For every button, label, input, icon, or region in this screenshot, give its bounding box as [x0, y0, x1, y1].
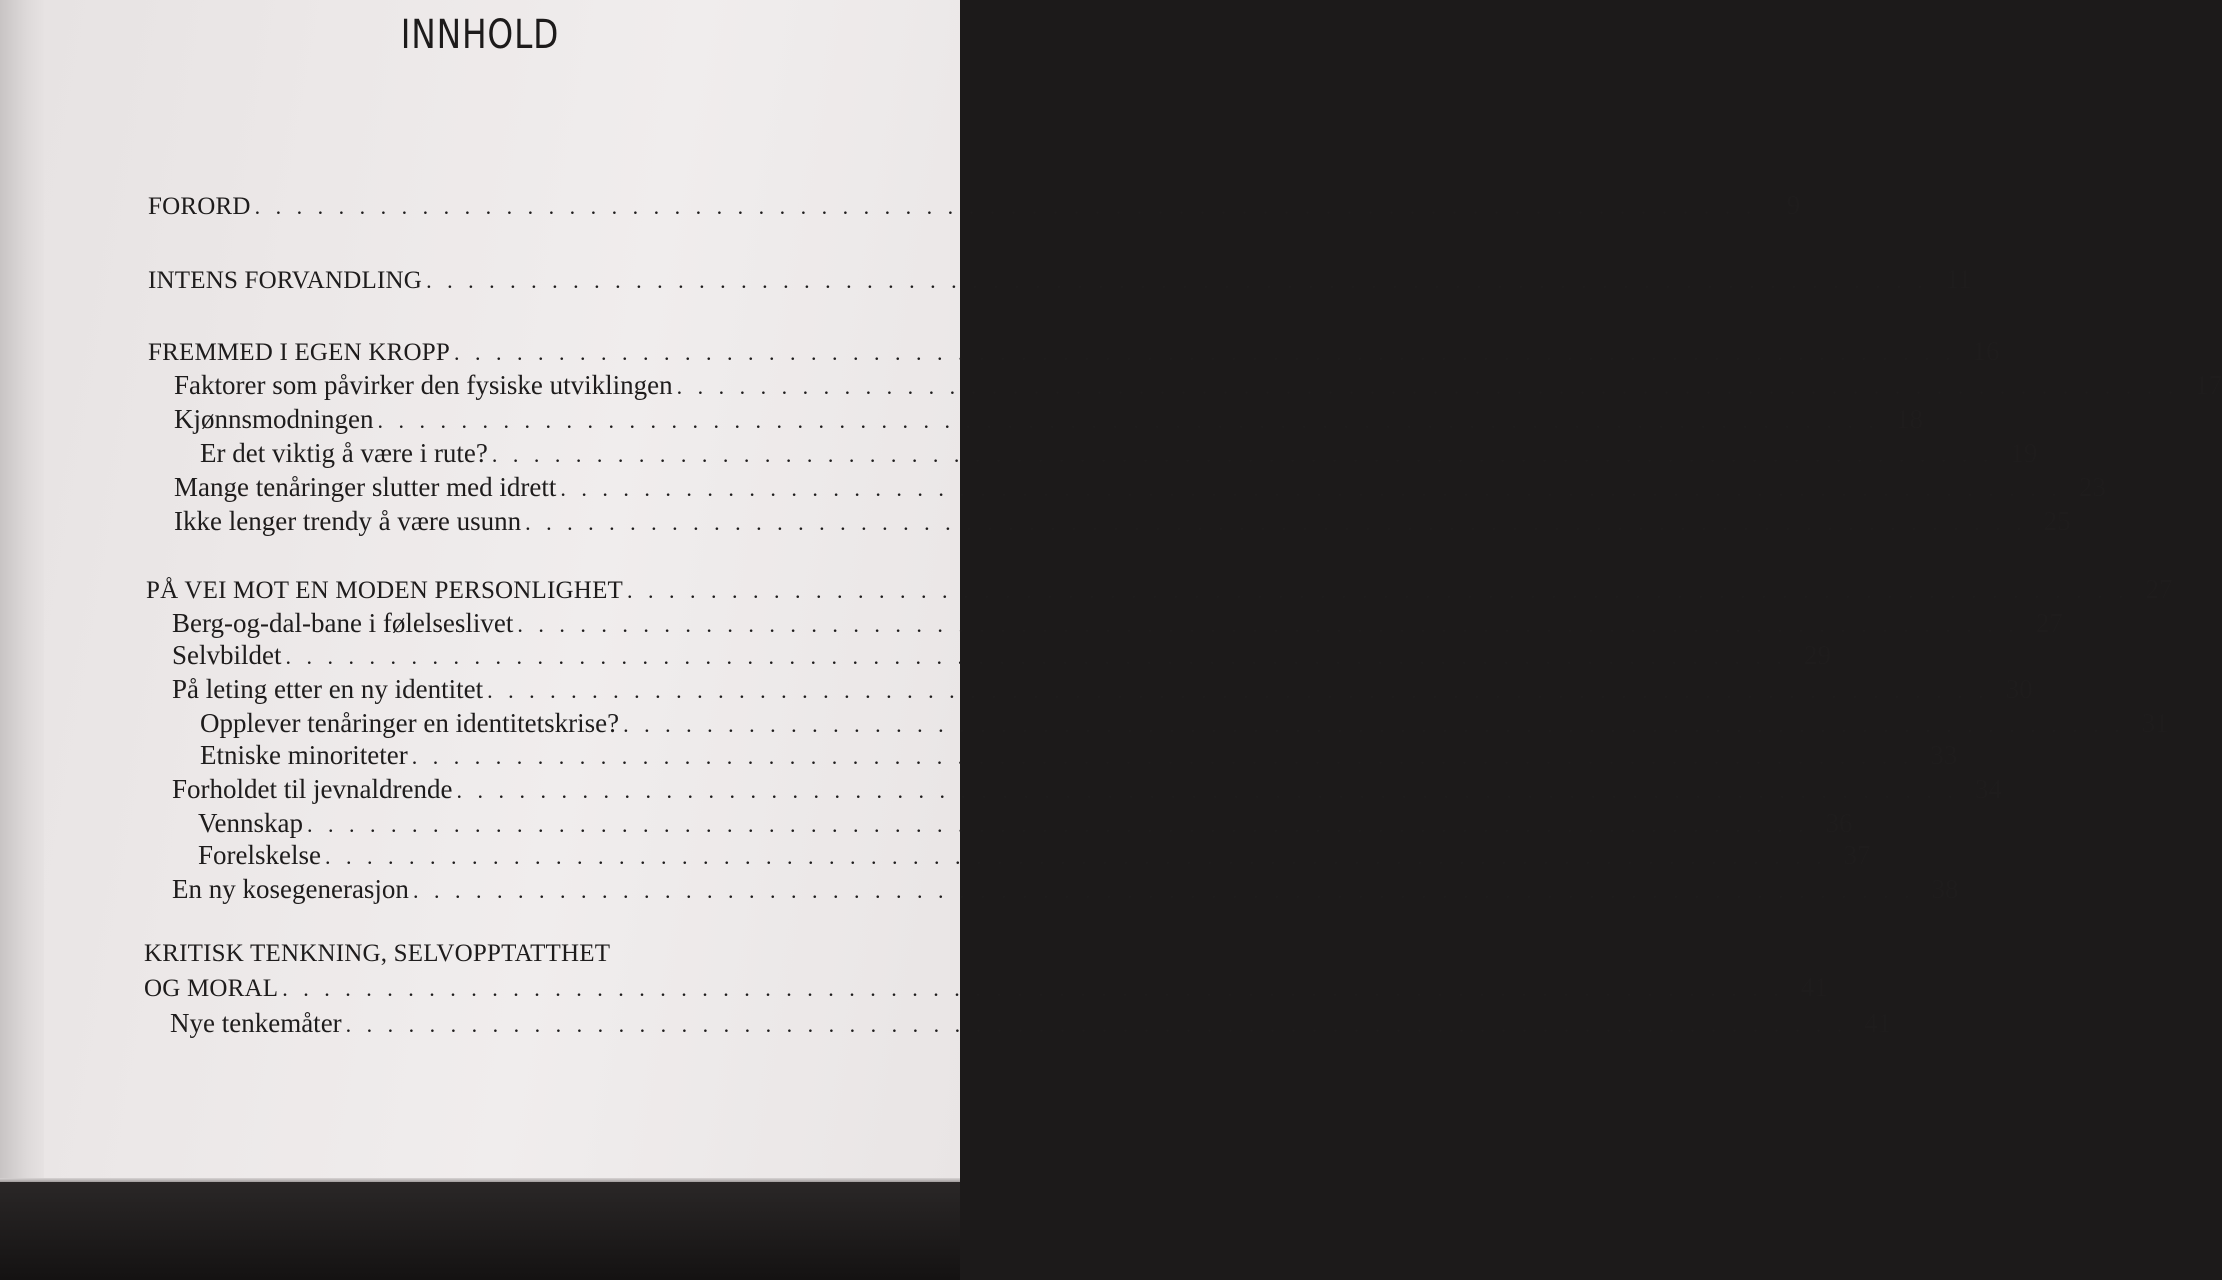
toc-entry — [174, 506, 2071, 537]
toc-leader: . . . . . . . . . . . . . . . . . . . . . . . . . . . . . . . . . . . . . . . . . . . . . . . . . . . . . . . . . . . . . . . . . . . . . . . . — [411, 744, 1914, 769]
toc-entry — [148, 264, 1972, 295]
toc-page-number: 41 — [1800, 972, 1828, 1002]
toc-entry-label: Forholdet til jevnaldrende — [172, 774, 453, 804]
toc-entry — [148, 190, 1801, 221]
toc-leader: . . . . . . . . . . . . . . . . . . . . . . . . . . . . . . . . . . . . . . . . . . . . . . . . . . . . . . . . . . . . . . . . . . . . . . . . — [623, 712, 2125, 737]
toc-entry — [174, 370, 2222, 401]
toc-entry — [174, 404, 1923, 435]
toc-page-number: 29 — [1804, 640, 1831, 670]
toc-leader: . . . . . . . . . . . . . . . . . . . . . . . . . . . . . . . . . . . . . . . . . . . . . . . . . . . . . . . . . . . . . . . . . . . . . . . . — [377, 408, 1879, 433]
toc-entry-label: PÅ VEI MOT EN MODEN PERSONLIGHET — [146, 577, 624, 604]
toc-leader: . . . . . . . . . . . . . . . . . . . . . . . . . . . . . . . . . . . . . . . . . . . . . . . . . . . . . . . . . . . . . . . . . . . . . . . . — [487, 678, 1989, 703]
toc-entry-label: Selvbildet — [172, 640, 282, 670]
toc-entry — [172, 674, 2033, 705]
toc-page-number: 17 — [2195, 370, 2222, 400]
toc-page-number: 37 — [1843, 840, 1871, 870]
toc-entry-label: Faktorer som påvirker den fysiske utviklingen — [174, 370, 673, 400]
toc-page-number: 31 — [2141, 708, 2169, 738]
toc-entry — [144, 972, 1828, 1003]
toc-leader: . . . . . . . . . . . . . . . . . . . . . . . . . . . . . . . . . . . . . . . . . . . . . . . . . . . . . . . . . . . . . . . . . . . . . . . . — [254, 194, 1757, 219]
toc-entry-label: Nye tenkemåter — [170, 1008, 342, 1038]
toc-entry-label: Ikke lenger trendy å være usunn — [174, 506, 522, 536]
toc-entry-label: FREMMED I EGEN KROPP — [148, 339, 450, 366]
toc-entry-label: En ny kosegenerasjon — [172, 874, 409, 904]
toc-leader: . . . . . . . . . . . . . . . . . . . . . . . . . . . . . . . . . . . . . . . . . . . . . . . . . . . . . . . . . . . . . . . . . . . . . . . . — [306, 812, 1809, 837]
toc-page-number: 25 — [2043, 506, 2071, 536]
toc-entry — [146, 574, 2173, 605]
toc-page-number: 19 — [2010, 438, 2038, 468]
toc-leader: . . . . . . . . . . . . . . . . . . . . . . . . . . . . . . . . . . . . . . . . . . . . . . . . . . . . . . . . . . . . . . . . . . . . . . . . — [324, 844, 1827, 869]
toc-leader: . . . . . . . . . . . . . . . . . . . . . . . . . . . . . . . . . . . . . . . . . . . . . . . . . . . . . . . . . . . . . . . . . . . . . . . . — [627, 578, 2129, 603]
toc-entry-label: Opplever tenåringer en identitetskrise? — [200, 708, 620, 738]
toc-entry — [174, 472, 2106, 503]
toc-entry-label: På leting etter en ny identitet — [172, 674, 484, 704]
toc-heading-line: KRITISK TENKNING, SELVOPPTATTHET — [144, 940, 611, 967]
toc-page-number: 23 — [2078, 472, 2106, 502]
toc-entry-label: Forelskelse — [198, 840, 321, 870]
toc-leader: . . . . . . . . . . . . . . . . . . . . . . . . . . . . . . . . . . . . . . . . . . . . . . . . . . . . . . . . . . . . . . . . . . . . . . . . — [426, 268, 1928, 293]
toc-entry-label: Mange tenåringer slutter med idrett — [174, 472, 557, 502]
toc-leader: . . . . . . . . . . . . . . . . . . . . . . . . . . . . . . . . . . . . . . . . . . . . . . . . . . . . . . . . . . . . . . . . . . . . . . . . — [676, 374, 2179, 399]
toc-leader: . . . . . . . . . . . . . . . . . . . . . . . . . . . . . . . . . . . . . . . . . . . . . . . . . . . . . . . . . . . . . . . . . . . . . . . . — [456, 778, 1958, 803]
toc-entry-label: FORORD — [148, 193, 251, 220]
toc-entry-label: Kjønnsmodningen — [174, 404, 374, 434]
toc-page-number: 16 — [1972, 336, 2000, 366]
table-surface — [0, 1182, 960, 1280]
toc-entry-label: Etniske minoriteter — [200, 740, 408, 770]
toc-entry — [148, 336, 2000, 367]
toc-entry-label: Vennskap — [198, 808, 303, 838]
toc-entry — [200, 438, 2038, 469]
toc-entry-label: OG MORAL — [144, 975, 279, 1002]
toc-entry — [200, 708, 2169, 739]
toc-page-number: 11 — [1945, 264, 1972, 294]
toc-page-number: 9 — [1786, 190, 1801, 220]
toc-page-number: 36 — [1825, 808, 1853, 838]
toc-leader: . . . . . . . . . . . . . . . . . . . . . . . . . . . . . . . . . . . . . . . . . . . . . . . . . . . . . . . . . . . . . . . . . . . . . . . . — [412, 878, 1915, 903]
toc-leader: . . . . . . . . . . . . . . . . . . . . . . . . . . . . . . . . . . . . . . . . . . . . . . . . . . . . . . . . . . . . . . . . . . . . . . . . — [453, 340, 1956, 365]
toc-leader: . . . . . . . . . . . . . . . . . . . . . . . . . . . . . . . . . . . . . . . . . . . . . . . . . . . . . . . . . . . . . . . . . . . . . . . . — [560, 476, 2062, 501]
toc-page-number: 18 — [1896, 404, 1923, 434]
toc-entry-label: Er det viktig å være i rute? — [200, 438, 488, 468]
toc-page-number: 33 — [1930, 740, 1958, 770]
toc-entry — [200, 740, 1958, 771]
toc-entry — [172, 774, 2002, 805]
toc-entry-label: INTENS FORVANDLING — [148, 267, 423, 294]
toc-leader: . . . . . . . . . . . . . . . . . . . . . . . . . . . . . . . . . . . . . . . . . . . . . . . . . . . . . . . . . . . . . . . . . . . . . . . . — [525, 510, 2027, 535]
toc-page-number: 27 — [2035, 608, 2063, 638]
toc-entry — [172, 640, 1831, 671]
toc-page-number: 41 — [1864, 1008, 1892, 1038]
toc-entry-label: Berg-og-dal-bane i følelseslivet — [172, 608, 514, 638]
toc-entry — [198, 840, 1871, 871]
toc-page-number: 34 — [1974, 774, 2002, 804]
toc-entry — [198, 808, 1853, 839]
toc-entry — [170, 1008, 1892, 1039]
toc-leader: . . . . . . . . . . . . . . . . . . . . . . . . . . . . . . . . . . . . . . . . . . . . . . . . . . . . . . . . . . . . . . . . . . . . . . . . — [285, 644, 1787, 669]
page-title: INNHOLD — [400, 12, 560, 58]
toc-entry — [172, 874, 1959, 905]
toc-leader: . . . . . . . . . . . . . . . . . . . . . . . . . . . . . . . . . . . . . . . . . . . . . . . . . . . . . . . . . . . . . . . . . . . . . . . . — [491, 442, 1994, 467]
toc-entry — [172, 608, 2063, 639]
toc-page-number: 30 — [2005, 674, 2033, 704]
toc-page-number: 38 — [1931, 874, 1959, 904]
toc-leader: . . . . . . . . . . . . . . . . . . . . . . . . . . . . . . . . . . . . . . . . . . . . . . . . . . . . . . . . . . . . . . . . . . . . . . . . — [282, 976, 1784, 1001]
toc-page-number: 27 — [2145, 574, 2173, 604]
toc-leader: . . . . . . . . . . . . . . . . . . . . . . . . . . . . . . . . . . . . . . . . . . . . . . . . . . . . . . . . . . . . . . . . . . . . . . . . — [345, 1012, 1848, 1037]
toc-leader: . . . . . . . . . . . . . . . . . . . . . . . . . . . . . . . . . . . . . . . . . . . . . . . . . . . . . . . . . . . . . . . . . . . . . . . . — [517, 612, 2019, 637]
